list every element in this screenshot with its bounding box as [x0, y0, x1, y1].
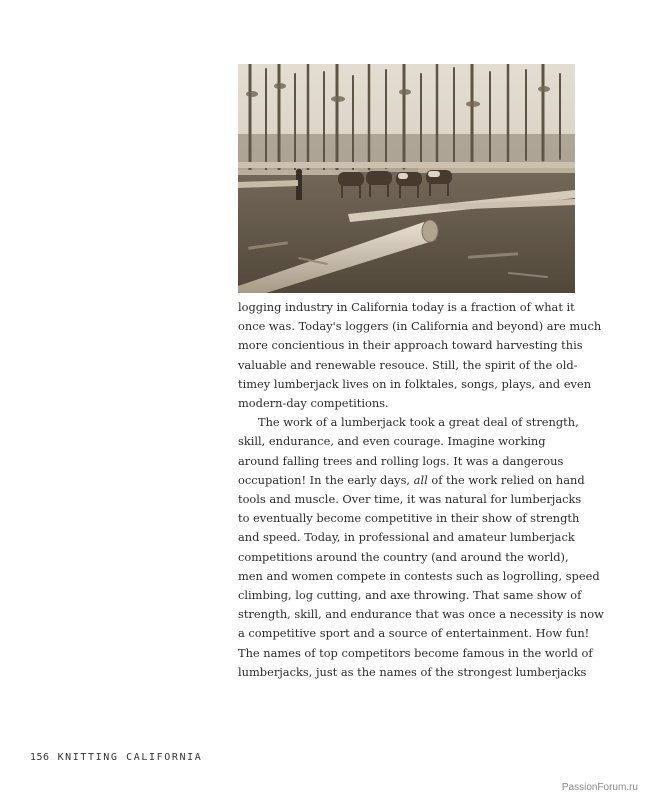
text-line — [238, 509, 578, 528]
text-run: climbing, log cutting, and axe throwing. That same show of — [238, 588, 582, 603]
text-run: to eventually become competitive in their show of strength — [238, 511, 580, 526]
text-line — [238, 567, 600, 586]
text-run: and speed. Today, in professional and amateur lumberjack — [238, 530, 575, 545]
text-run: once was. Today's loggers (in California and beyond) are much — [238, 319, 602, 334]
text-line — [238, 452, 578, 471]
text-line — [238, 394, 578, 413]
text-line — [238, 663, 587, 682]
text-run: occupation! In the early days, — [238, 472, 414, 487]
text-line — [238, 644, 593, 663]
text-run: lumberjacks, just as the names of the strongest lumberjacks — [238, 664, 587, 679]
page-number: 156 — [30, 752, 50, 763]
text-line — [238, 490, 582, 509]
text-run: timey lumberjack lives on in folktales, songs, plays, and even — [238, 376, 592, 391]
text-run: The names of top competitors become famous in the world of — [238, 645, 593, 660]
text-run: of the work relied on hand — [427, 472, 585, 487]
logging-camp-photo — [238, 64, 575, 293]
page-footer — [30, 752, 202, 763]
text-run: The work of a lumberjack took a great deal of strength, — [258, 415, 579, 430]
text-line — [238, 375, 592, 394]
text-run: around falling trees and rolling logs. It was a dangerous — [238, 453, 564, 468]
text-line — [238, 605, 604, 624]
text-line — [238, 624, 590, 643]
text-line — [238, 432, 578, 451]
emphasis: all — [413, 472, 428, 487]
photo-illustration — [238, 64, 575, 293]
text-run: a competitive sport and a source of entertainment. How fun! — [238, 626, 590, 641]
text-line — [238, 528, 578, 547]
watermark: PassionForum.ru — [561, 782, 638, 793]
text-run: tools and muscle. Over time, it was natural for lumberjacks — [238, 492, 582, 507]
text-line — [238, 356, 578, 375]
text-line — [238, 336, 583, 355]
text-run: strength, skill, and endurance that was once a necessity is now — [238, 607, 604, 622]
text-run: logging industry in California today is a fraction of what it — [238, 300, 575, 314]
text-line — [238, 298, 578, 317]
text-line — [238, 471, 585, 490]
body-text — [238, 298, 604, 682]
text-run: competitions around the country (and around the world), — [238, 549, 569, 564]
text-line — [238, 586, 582, 605]
text-line — [238, 317, 602, 336]
text-run: modern-day competitions. — [238, 396, 389, 411]
text-run: skill, endurance, and even courage. Imagine working — [238, 434, 546, 449]
text-line — [238, 413, 578, 432]
text-run: more concientious in their approach toward harvesting this — [238, 338, 583, 353]
text-run: valuable and renewable resouce. Still, the spirit of the old- — [238, 357, 578, 372]
text-line — [238, 548, 578, 567]
book-title: KNITTING CALIFORNIA — [57, 752, 203, 763]
text-run: men and women compete in contests such as logrolling, speed — [238, 568, 600, 583]
